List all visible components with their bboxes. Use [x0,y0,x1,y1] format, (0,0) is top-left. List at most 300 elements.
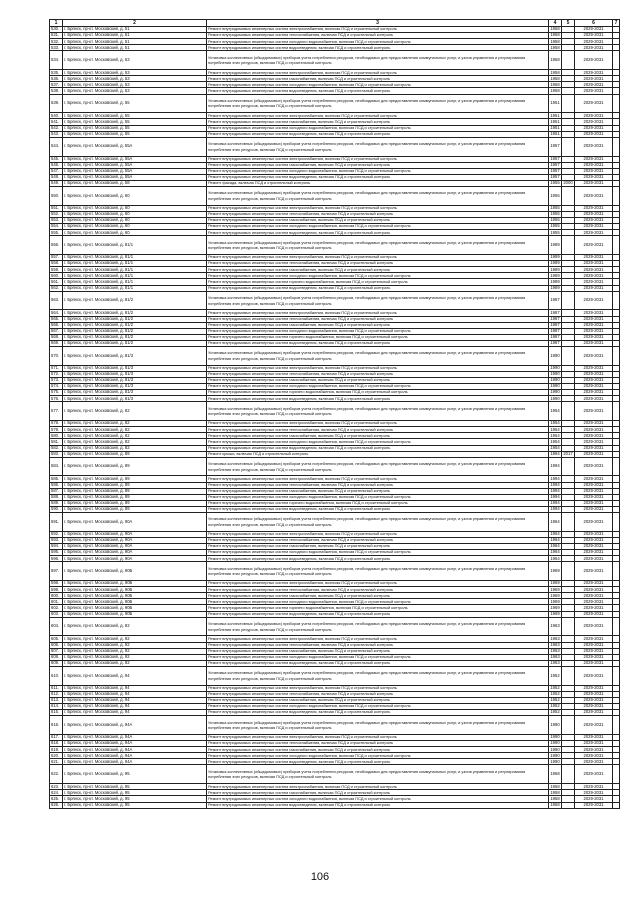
planned-period-cell: 2029-2031 [575,691,613,697]
planned-period-cell: 2029-2031 [575,365,613,371]
table-row [50,402,620,421]
build-year-cell: 1987 [550,334,560,340]
work-type-cell: Установка коллективных (общедомовых) приборов учета потребления ресурсов, необходимых для предоставления коммунальных услуг, и узлов управления и регулирования потребления этих ресурсов, включая ПСД и строительный контроль [207,236,549,255]
row-number-cell: 621. [50,759,63,765]
planned-period-cell: 2029-2031 [575,704,613,710]
row-number-cell: 558. [50,261,63,267]
address-cell: г. Брянск, пр-кт. Московский, д. 94А [63,735,207,741]
table-body [50,27,620,809]
row-number-cell: 534. [50,51,63,70]
row-number-cell: 589. [50,500,63,506]
address-cell: г. Брянск, пр-кт. Московский, д. 81/1 [63,267,207,273]
planned-period-cell: 2029-2031 [575,790,613,796]
row-number-cell: 583. [50,451,63,457]
build-year-cell: 1951 [550,125,560,130]
work-type-cell: Ремонт внутридомовых инженерных систем теплоснабжения, включая ПСД и строительный контроль [207,482,549,488]
work-type-cell: Ремонт внутридомовых инженерных систем холодного водоснабжения, включая ПСД и строительный контроль [207,599,549,605]
row-number-cell: 587. [50,488,63,494]
document-page [49,19,619,809]
planned-period-cell: 2029-2031 [575,451,613,457]
build-year-cell: 1989 [550,272,560,278]
work-type-cell: Ремонт внутридомовых инженерных систем электроснабжения, включая ПСД и строительный контроль [207,685,549,691]
row-number-cell: 578. [50,421,63,427]
row-number-cell: 530. [50,27,63,33]
planned-period-cell: 2029-2031 [575,82,613,88]
row-number-cell: 606. [50,642,63,648]
extra-cell [613,802,620,808]
work-type-cell: Ремонт внутридомовых инженерных систем газоснабжения, включая ПСД и строительный контроль [207,544,549,550]
build-year-cell: 1952 [550,703,560,709]
address-cell: г. Брянск, пр-кт. Московский, д. 81/3 [63,346,207,365]
address-cell: г. Брянск, пр-кт. Московский, д. 51 [63,39,207,45]
build-year-cell: 1990 [550,395,560,401]
address-cell: г. Брянск, пр-кт. Московский, д. 89 [63,506,207,512]
work-type-cell: Ремонт внутридомовых инженерных систем газоснабжения, включая ПСД и строительный контроль [207,697,549,703]
build-year-cell: 1955 [550,229,560,235]
last-repair-year-cell [562,137,575,156]
work-type-cell: Ремонт внутридомовых инженерных систем водоотведения, включая ПСД и строительный контроль [207,556,549,562]
build-year-cell: 1969 [550,611,560,616]
work-type-cell: Ремонт внутридомовых инженерных систем горячего водоснабжения, включая ПСД и строительный контроль [207,605,549,611]
work-type-cell: Установка коллективных (общедомовых) приборов учета потребления ресурсов, необходимых для предоставления коммунальных услуг, и узлов управления и регулирования потребления этих ресурсов, включая ПСД и строительный контроль [207,94,549,113]
work-type-cell: Установка коллективных (общедомовых) приборов учета потребления ресурсов, необходимых для предоставления коммунальных услуг, и узлов управления и регулирования потребления этих ресурсов, включая ПСД и строительный контроль [207,562,549,581]
address-cell: г. Брянск, пр-кт. Московский, д. 60 [63,224,207,230]
row-number-cell: 597. [50,562,63,581]
planned-period-cell: 2029-2031 [575,340,613,346]
table-row [50,617,620,636]
planned-period-cell: 2029-2031 [575,211,613,217]
address-cell: г. Брянск, пр-кт. Московский, д. 89 [63,476,207,482]
extra-cell [613,457,620,476]
build-year-cell: 1969 [550,580,560,586]
address-cell: г. Брянск, пр-кт. Московский, д. 89 [63,482,207,488]
planned-period-cell: 2029-2031 [575,802,613,808]
address-cell: г. Брянск, пр-кт. Московский, д. 89 [63,457,207,476]
address-cell: г. Брянск, пр-кт. Московский, д. 82 [63,445,207,451]
last-repair-year-cell [562,802,575,808]
build-year-cell: 1954 [550,445,560,450]
address-cell: г. Брянск, пр-кт. Московский, д. 81/2 [63,291,207,310]
planned-period-cell: 2029-2031 [575,230,613,236]
last-repair-year-cell [562,186,575,205]
planned-period-cell: 2029-2031 [575,119,613,125]
planned-period-cell: 2029-2031 [575,562,613,581]
build-year-cell: 1958 [549,765,562,784]
table-row [50,346,620,365]
address-cell: г. Брянск, пр-кт. Московский, д. 81/1 [63,279,207,285]
work-type-cell: Ремонт внутридомовых инженерных систем холодного водоснабжения, включая ПСД и строительный контроль [207,39,549,45]
row-number-cell: 593. [50,537,63,543]
header-cell: 3 [207,20,549,27]
work-type-cell: Ремонт внутридомовых инженерных систем горячего водоснабжения, включая ПСД и строительный контроль [207,500,549,506]
build-year-cell: 1990 [550,389,560,395]
address-cell: г. Брянск, пр-кт. Московский, д. 55 [63,125,207,131]
build-year-cell: 1964 [550,543,560,549]
work-type-cell: Ремонт внутридомовых инженерных систем водоотведения, включая ПСД и строительный контроль [207,759,549,765]
planned-period-cell: 2029-2031 [575,137,613,156]
last-repair-year-cell [562,94,575,113]
row-number-cell: 552. [50,211,63,217]
row-number-cell: 535. [50,70,63,76]
planned-period-cell: 2029-2031 [575,51,613,70]
build-year-cell: 1958 [550,26,560,32]
planned-period-cell: 2029-2031 [575,759,613,765]
planned-period-cell: 2029-2031 [575,205,613,211]
row-number-cell: 541. [50,119,63,125]
work-type-cell: Ремонт крыши, включая ПСД и строительный контроль [207,451,549,457]
planned-period-cell: 2029-2031 [575,156,613,162]
work-type-cell: Ремонт внутридомовых инженерных систем электроснабжения, включая ПСД и строительный контроль [207,310,549,316]
planned-period-cell: 2029-2031 [575,39,613,45]
address-cell: г. Брянск, пр-кт. Московский, д. 55 [63,131,207,137]
planned-period-cell: 2029-2031 [575,217,613,223]
planned-period-cell: 2029-2031 [575,599,613,605]
address-cell: г. Брянск, пр-кт. Московский, д. 55 [63,113,207,119]
address-cell: г. Брянск, пр-кт. Московский, д. 92 [63,642,207,648]
planned-period-cell: 2029-2031 [575,291,613,310]
row-number-cell: 546. [50,162,63,168]
build-year-cell: 1955 [550,223,560,229]
table-row [50,94,620,113]
address-cell: г. Брянск, пр-кт. Московский, д. 81/1 [63,285,207,291]
work-type-cell: Ремонт внутридомовых инженерных систем электроснабжения, включая ПСД и строительный контроль [207,735,549,741]
row-number-cell: 568. [50,334,63,340]
work-type-cell: Ремонт внутридомовых инженерных систем теплоснабжения, включая ПСД и строительный контроль [207,537,549,543]
address-cell: г. Брянск, пр-кт. Московский, д. 55А [63,168,207,174]
planned-period-cell: 2029-2031 [575,316,613,322]
build-year-cell: 1990 [550,383,560,389]
row-number-cell: 612. [50,691,63,697]
address-cell: г. Брянск, пр-кт. Московский, д. 81/2 [63,340,207,346]
build-year-cell: 1954 [550,438,560,444]
work-type-cell: Ремонт внутридомовых инженерных систем водоотведения, включая ПСД и строительный контроль [207,285,549,291]
planned-period-cell: 2029-2031 [575,796,613,802]
header-cell: 4 [549,20,562,27]
work-type-cell: Ремонт внутридомовых инженерных систем теплоснабжения, включая ПСД и строительный контроль [207,691,549,697]
row-number-cell: 601. [50,599,63,605]
row-number-cell: 592. [50,531,63,537]
planned-period-cell: 2029-2031 [575,433,613,439]
work-type-cell: Ремонт внутридомовых инженерных систем электроснабжения, включая ПСД и строительный контроль [207,205,549,211]
build-year-cell: 1952 [550,691,560,697]
build-year-cell: 1958 [550,69,560,75]
work-type-cell: Ремонт внутридомовых инженерных систем холодного водоснабжения, включая ПСД и строительный контроль [207,82,549,88]
work-type-cell: Ремонт внутридомовых инженерных систем водоотведения, включая ПСД и строительный контроль [207,611,549,617]
build-year-cell: 1990 [550,371,560,377]
last-repair-year-cell [562,666,575,685]
build-year-cell: 1989 [549,236,562,255]
header-cell: 2 [63,20,207,27]
work-type-cell: Ремонт внутридомовых инженерных систем газоснабжения, включая ПСД и строительный контроль [207,267,549,273]
work-type-cell: Ремонт внутридомовых инженерных систем водоотведения, включая ПСД и строительный контроль [207,340,549,346]
build-year-cell: 1969 [550,598,560,604]
address-cell: г. Брянск, пр-кт. Московский, д. 89 [63,488,207,494]
work-type-cell: Ремонт внутридомовых инженерных систем электроснабжения, включая ПСД и строительный контроль [207,156,549,162]
address-cell: г. Брянск, пр-кт. Московский, д. 94А [63,716,207,735]
planned-period-cell: 2029-2031 [575,710,613,716]
build-year-cell: 1989 [550,285,560,290]
planned-period-cell: 2029-2031 [575,168,613,174]
row-number-cell: 570. [50,346,63,365]
row-number-cell: 577. [50,402,63,421]
build-year-cell: 1994 [550,500,560,506]
row-number-cell: 585. [50,476,63,482]
planned-period-cell: 2029-2031 [575,180,613,186]
planned-period-cell: 2029-2031 [575,390,613,396]
build-year-cell: 1990 [550,365,560,371]
planned-period-cell: 2029-2031 [575,544,613,550]
build-year-cell: 1990 [550,758,560,764]
work-type-cell: Ремонт внутридомовых инженерных систем газоснабжения, включая ПСД и строительный контроль [207,119,549,125]
build-year-cell: 1957 [549,137,562,156]
address-cell: г. Брянск, пр-кт. Московский, д. 94А [63,759,207,765]
build-year-cell: 1994 [549,457,562,476]
build-year-cell: 1963 [550,642,560,647]
build-year-cell: 1990 [550,752,560,758]
row-number-cell: 602. [50,605,63,611]
build-year-cell: 1952 [549,666,562,685]
build-year-cell: 1964 [550,549,560,555]
build-year-cell: 1958 [550,38,560,44]
build-year-cell: 1987 [550,340,560,346]
address-cell: г. Брянск, пр-кт. Московский, д. 89 [63,494,207,500]
row-number-cell: 573. [50,377,63,383]
work-type-cell: Ремонт внутридомовых инженерных систем газоснабжения, включая ПСД и строительный контроль [207,377,549,383]
build-year-cell: 1989 [550,278,560,284]
page-number: 106 [310,871,330,883]
build-year-cell: 1951 [549,94,562,113]
build-year-cell: 1990 [550,746,560,752]
address-cell: г. Брянск, пр-кт. Московский, д. 53 [63,76,207,82]
planned-period-cell: 2029-2031 [575,76,613,82]
build-year-cell: 1963 [550,648,560,653]
address-cell: г. Брянск, пр-кт. Московский, д. 53 [63,51,207,70]
planned-period-cell: 2029-2031 [575,236,613,255]
table-row [50,765,620,784]
work-type-cell: Ремонт внутридомовых инженерных систем газоснабжения, включая ПСД и строительный контроль [207,593,549,599]
build-year-cell: 1994 [550,494,560,500]
address-cell: г. Брянск, пр-кт. Московский, д. 94А [63,753,207,759]
row-number-cell: 574. [50,384,63,390]
work-type-cell: Ремонт фасада, включая ПСД и строительный контроль [207,180,549,186]
planned-period-cell: 2029-2031 [575,482,613,488]
address-cell: г. Брянск, пр-кт. Московский, д. 53 [63,82,207,88]
build-year-cell: 1958 [550,44,560,50]
row-number-cell: 625. [50,796,63,802]
build-year-cell: 1958 [550,32,560,38]
work-type-cell: Ремонт внутридомовых инженерных систем холодного водоснабжения, включая ПСД и строительный контроль [207,384,549,390]
build-year-cell: 1958 [550,87,560,93]
work-type-cell: Ремонт внутридомовых инженерных систем водоотведения, включая ПСД и строительный контроль [207,131,549,137]
address-cell: г. Брянск, пр-кт. Московский, д. 90А [63,556,207,562]
last-repair-year-cell: 2017 [563,451,573,456]
extra-cell [613,94,620,113]
planned-period-cell: 2029-2031 [575,279,613,285]
row-number-cell: 572. [50,371,63,377]
planned-period-cell: 2029-2031 [575,421,613,427]
planned-period-cell: 2029-2031 [575,476,613,482]
last-repair-year-cell [562,236,575,255]
header-cell: 5 [562,20,575,27]
build-year-cell: 1958 [550,789,560,795]
planned-period-cell: 2029-2031 [575,648,613,654]
row-number-cell: 561. [50,279,63,285]
work-type-cell: Ремонт внутридомовых инженерных систем теплоснабжения, включая ПСД и строительный контроль [207,261,549,267]
row-number-cell: 610. [50,666,63,685]
planned-period-cell: 2029-2031 [575,174,613,180]
work-type-cell: Ремонт внутридомовых инженерных систем электроснабжения, включая ПСД и строительный контроль [207,27,549,33]
row-number-cell: 617. [50,735,63,741]
address-cell: г. Брянск, пр-кт. Московский, д. 90А [63,513,207,532]
table-row [50,51,620,70]
table-row [50,291,620,310]
row-number-cell: 560. [50,273,63,279]
build-year-cell: 1964 [550,531,560,537]
planned-period-cell: 2029-2031 [575,642,613,648]
build-year-cell: 1964 [550,537,560,543]
work-type-cell: Ремонт внутридомовых инженерных систем электроснабжения, включая ПСД и строительный контроль [207,365,549,371]
build-year-cell: 1958 [550,802,560,807]
planned-period-cell: 2029-2031 [575,537,613,543]
address-cell: г. Брянск, пр-кт. Московский, д. 94 [63,691,207,697]
planned-period-cell: 2029-2031 [575,70,613,76]
planned-period-cell: 2029-2031 [575,384,613,390]
work-type-cell: Установка коллективных (общедомовых) приборов учета потребления ресурсов, необходимых для предоставления коммунальных услуг, и узлов управления и регулирования потребления этих ресурсов, включая ПСД и строительный контроль [207,291,549,310]
address-cell: г. Брянск, пр-кт. Московский, д. 90Б [63,599,207,605]
planned-period-cell: 2029-2031 [575,334,613,340]
planned-period-cell: 2029-2031 [575,636,613,642]
planned-period-cell: 2029-2031 [575,273,613,279]
row-number-cell: 599. [50,587,63,593]
work-type-cell: Ремонт внутридомовых инженерных систем газоснабжения, включая ПСД и строительный контроль [207,322,549,328]
work-type-cell: Установка коллективных (общедомовых) приборов учета потребления ресурсов, необходимых для предоставления коммунальных услуг, и узлов управления и регулирования потребления этих ресурсов, включая ПСД и строительный контроль [207,137,549,156]
address-cell: г. Брянск, пр-кт. Московский, д. 81/3 [63,390,207,396]
row-number-cell: 620. [50,753,63,759]
row-number-cell: 591. [50,513,63,532]
works-table [49,19,620,809]
row-number-cell: 613. [50,697,63,703]
row-number-cell: 579. [50,427,63,433]
address-cell: г. Брянск, пр-кт. Московский, д. 95 [63,765,207,784]
build-year-cell: 1987 [550,328,560,334]
row-number-cell: 604. [50,617,63,636]
table-row [50,137,620,156]
address-cell: г. Брянск, пр-кт. Московский, д. 95 [63,802,207,808]
build-year-cell: 1951 [550,112,560,118]
address-cell: г. Брянск, пр-кт. Московский, д. 53 [63,88,207,94]
build-year-cell: 1957 [550,156,560,161]
planned-period-cell: 2029-2031 [575,531,613,537]
work-type-cell: Ремонт внутридомовых инженерных систем электроснабжения, включая ПСД и строительный контроль [207,113,549,119]
last-repair-year-cell [562,346,575,365]
work-type-cell: Ремонт внутридомовых инженерных систем теплоснабжения, включая ПСД и строительный контроль [207,587,549,593]
build-year-cell: 1955 [550,180,560,186]
build-year-cell: 1951 [550,118,560,124]
work-type-cell: Установка коллективных (общедомовых) приборов учета потребления ресурсов, необходимых для предоставления коммунальных услуг, и узлов управления и регулирования потребления этих ресурсов, включая ПСД и строительный контроль [207,716,549,735]
row-number-cell: 543. [50,131,63,137]
work-type-cell: Ремонт внутридомовых инженерных систем газоснабжения, включая ПСД и строительный контроль [207,648,549,654]
build-year-cell: 1990 [550,377,560,383]
table-row [50,236,620,255]
build-year-cell: 1952 [550,709,560,715]
build-year-cell: 1954 [550,426,560,432]
address-cell: г. Брянск, пр-кт. Московский, д. 81/3 [63,384,207,390]
row-number-cell: 584. [50,457,63,476]
work-type-cell: Ремонт внутридомовых инженерных систем холодного водоснабжения, включая ПСД и строительный контроль [207,168,549,174]
address-cell: г. Брянск, пр-кт. Московский, д. 60 [63,186,207,205]
row-number-cell: 615. [50,710,63,716]
last-repair-year-cell [562,291,575,310]
build-year-cell: 1955 [550,217,560,223]
build-year-cell: 1969 [550,592,560,598]
extra-cell [613,186,620,205]
address-cell: г. Брянск, пр-кт. Московский, д. 94А [63,747,207,753]
work-type-cell: Установка коллективных (общедомовых) приборов учета потребления ресурсов, необходимых для предоставления коммунальных услуг, и узлов управления и регулирования потребления этих ресурсов, включая ПСД и строительный контроль [207,346,549,365]
work-type-cell: Ремонт внутридомовых инженерных систем водоотведения, включая ПСД и строительный контроль [207,445,549,451]
build-year-cell: 1994 [550,506,560,512]
work-type-cell: Ремонт внутридомовых инженерных систем холодного водоснабжения, включая ПСД и строительный контроль [207,654,549,660]
table-row [50,802,620,808]
planned-period-cell: 2029-2031 [575,322,613,328]
planned-period-cell: 2029-2031 [575,735,613,741]
extra-cell [613,765,620,784]
address-cell: г. Брянск, пр-кт. Московский, д. 55А [63,156,207,162]
work-type-cell: Ремонт внутридомовых инженерных систем газоснабжения, включая ПСД и строительный контроль [207,162,549,168]
row-number-cell: 569. [50,340,63,346]
row-number-cell: 547. [50,168,63,174]
address-cell: г. Брянск, пр-кт. Московский, д. 81/2 [63,334,207,340]
last-repair-year-cell [562,457,575,476]
work-type-cell: Ремонт внутридомовых инженерных систем электроснабжения, включая ПСД и строительный контроль [207,784,549,790]
work-type-cell: Ремонт внутридомовых инженерных систем газоснабжения, включая ПСД и строительный контроль [207,488,549,494]
address-cell: г. Брянск, пр-кт. Московский, д. 60 [63,211,207,217]
row-number-cell: 607. [50,648,63,654]
planned-period-cell: 2029-2031 [575,488,613,494]
work-type-cell: Ремонт внутридомовых инженерных систем электроснабжения, включая ПСД и строительный контроль [207,581,549,587]
planned-period-cell: 2029-2031 [575,402,613,421]
address-cell: г. Брянск, пр-кт. Московский, д. 81/1 [63,273,207,279]
row-number-cell: 586. [50,482,63,488]
planned-period-cell: 2029-2031 [575,285,613,291]
planned-period-cell: 2029-2031 [575,445,613,451]
planned-period-cell: 2029-2031 [575,617,613,636]
planned-period-cell: 2029-2031 [575,581,613,587]
work-type-cell: Установка коллективных (общедомовых) приборов учета потребления ресурсов, необходимых для предоставления коммунальных услуг, и узлов управления и регулирования потребления этих ресурсов, включая ПСД и строительный контроль [207,51,549,70]
row-number-cell: 548. [50,174,63,180]
row-number-cell: 566. [50,322,63,328]
row-number-cell: 582. [50,445,63,451]
planned-period-cell: 2029-2031 [575,556,613,562]
build-year-cell: 1989 [550,260,560,266]
build-year-cell: 1989 [550,254,560,260]
build-year-cell: 1957 [550,174,560,180]
row-number-cell: 614. [50,704,63,710]
row-number-cell: 537. [50,82,63,88]
address-cell: г. Брянск, пр-кт. Московский, д. 81/3 [63,377,207,383]
address-cell: г. Брянск, пр-кт. Московский, д. 82 [63,402,207,421]
work-type-cell: Ремонт внутридомовых инженерных систем теплоснабжения, включая ПСД и строительный контроль [207,33,549,39]
planned-period-cell: 2029-2031 [575,267,613,273]
work-type-cell: Ремонт внутридомовых инженерных систем теплоснабжения, включая ПСД и строительный контроль [207,741,549,747]
planned-period-cell: 2029-2031 [575,371,613,377]
row-number-cell: 544. [50,137,63,156]
header-cell: 6 [575,20,613,27]
address-cell: г. Брянск, пр-кт. Московский, д. 60 [63,217,207,223]
row-number-cell: 532. [50,39,63,45]
work-type-cell: Установка коллективных (общедомовых) приборов учета потребления ресурсов, необходимых для предоставления коммунальных услуг, и узлов управления и регулирования потребления этих ресурсов, включая ПСД и строительный контроль [207,513,549,532]
planned-period-cell: 2029-2031 [575,94,613,113]
work-type-cell: Ремонт внутридомовых инженерных систем электроснабжения, включая ПСД и строительный контроль [207,531,549,537]
